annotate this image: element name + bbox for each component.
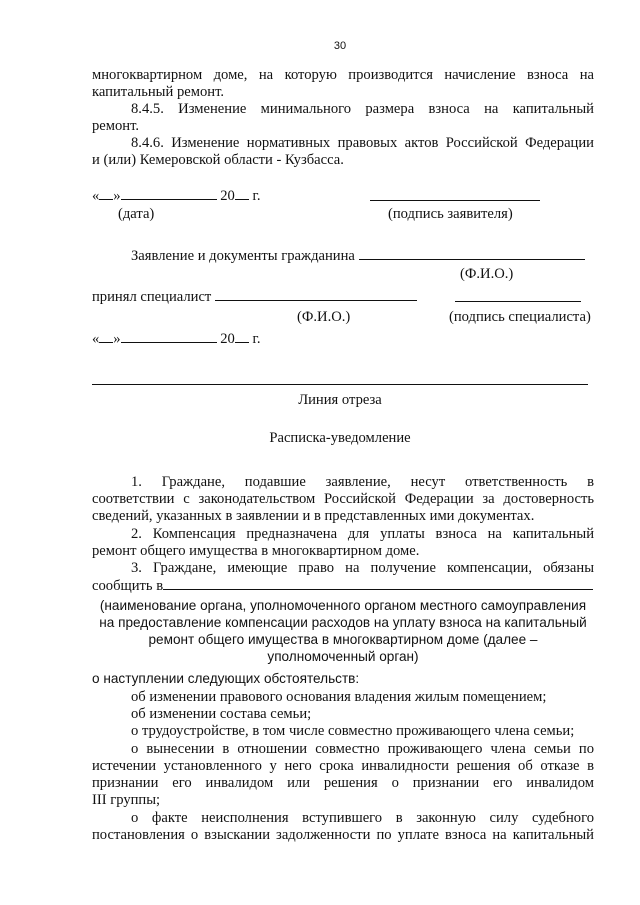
organ-name-blank <box>163 577 593 590</box>
month-blank <box>121 187 217 200</box>
circumstance-item: о вынесении в отношении совместно проживающего члена семьи по <box>131 741 594 757</box>
cut-line-rule <box>92 384 588 385</box>
paragraph-line: капитальный ремонт. <box>92 84 224 100</box>
receipt-item-2: 2. Компенсация предназначена для уплаты взноса на капитальный <box>131 526 594 542</box>
paragraph-line: признании его инвалидом или решения о признании его инвалидом <box>92 775 594 791</box>
paragraph-line: постановления о взыскании задолженности по уплате взноса на капитальный <box>92 827 594 843</box>
specialist-name-blank <box>215 288 417 301</box>
day-blank <box>99 330 113 343</box>
paragraph-line: ремонт общего имущества в многоквартирном доме. <box>92 543 420 559</box>
page-number: 30 <box>333 40 347 52</box>
applicant-signature-label: (подпись заявителя) <box>388 206 513 222</box>
paragraph-line: многоквартирном доме, на которую производится начисление взноса на <box>92 67 594 83</box>
paragraph-line: III группы; <box>92 792 161 808</box>
paragraph-line: соответствии с законодательством Российской Федерации за достоверность <box>92 491 594 507</box>
day-blank <box>99 187 113 200</box>
date-label: (дата) <box>118 206 155 222</box>
paragraph-line: ремонт. <box>92 118 140 134</box>
item-8-4-6: 8.4.6. Изменение нормативных правовых актов Российской Федерации <box>131 135 594 151</box>
month-blank <box>121 330 217 343</box>
signature-line <box>370 200 540 201</box>
cut-line-label: Линия отреза <box>298 392 382 408</box>
date-field: « » 20 г. <box>92 188 261 204</box>
citizen-name-blank <box>359 247 585 260</box>
fio-label: (Ф.И.О.) <box>297 309 351 325</box>
specialist-signature-line <box>455 301 581 302</box>
circumstances-intro: о наступлении следующих обстоятельств: <box>92 671 360 686</box>
year-blank <box>235 330 249 343</box>
paragraph-line: сведений, указанных в заявлении и в представленных ими документах. <box>92 508 535 524</box>
date-field: « » 20 г. <box>92 331 261 347</box>
year-blank <box>235 187 249 200</box>
acceptance-line: Заявление и документы гражданина <box>131 247 585 265</box>
paragraph-line: и (или) Кемеровской области - Кузбасса. <box>92 152 344 168</box>
receipt-title: Расписка-уведомление <box>269 430 411 446</box>
circumstance-item: об изменении состава семьи; <box>131 706 312 722</box>
receipt-item-1: 1. Граждане, подавшие заявление, несут ответственность в <box>131 474 594 490</box>
report-to-line: сообщить в <box>92 577 593 595</box>
item-8-4-5: 8.4.5. Изменение минимального размера взноса на капитальный <box>131 101 594 117</box>
receipt-item-3: 3. Граждане, имеющие право на получение компенсации, обязаны <box>131 560 594 576</box>
accepted-by-line: принял специалист <box>92 288 417 306</box>
paragraph-line: истечении установленного у него срока инвалидности решения об отказе в <box>92 758 594 774</box>
circumstance-item: о факте неисполнения вступившего в законную силу судебного <box>131 810 594 826</box>
specialist-signature-label: (подпись специалиста) <box>449 309 591 325</box>
circumstance-item: об изменении правового основания владения жилым помещением; <box>131 689 547 705</box>
fio-label: (Ф.И.О.) <box>460 266 514 282</box>
circumstance-item: о трудоустройстве, в том числе совместно проживающего члена семьи; <box>131 723 575 739</box>
